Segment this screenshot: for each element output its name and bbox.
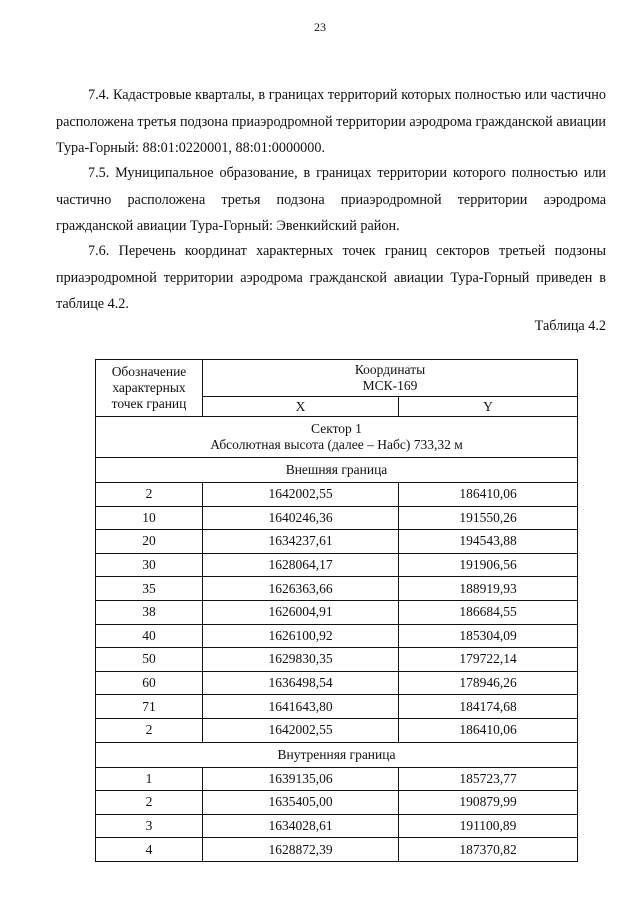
y-coordinate-cell: 194543,88 <box>399 530 578 554</box>
point-number-cell: 2 <box>96 791 203 815</box>
table-row <box>96 791 578 815</box>
point-number-cell: 60 <box>96 671 203 695</box>
coordinates-header <box>203 360 578 397</box>
point-number-cell: 40 <box>96 624 203 648</box>
y-coordinate-cell: 191100,89 <box>399 814 578 838</box>
page-number: 23 <box>314 20 326 34</box>
table-row <box>96 624 578 648</box>
table-row <box>96 767 578 791</box>
x-coordinate-cell: 1629830,35 <box>203 648 399 672</box>
x-coordinate-cell: 1636498,54 <box>203 671 399 695</box>
x-coordinate-cell: 1642002,55 <box>203 483 399 507</box>
outer-boundary-label: Внешняя граница <box>96 458 578 483</box>
x-coordinate-cell: 1635405,00 <box>203 791 399 815</box>
table-row <box>96 814 578 838</box>
y-coordinate-cell: 188919,93 <box>399 577 578 601</box>
point-number-cell: 1 <box>96 767 203 791</box>
table-row <box>96 553 578 577</box>
x-coordinate-cell: 1626004,91 <box>203 600 399 624</box>
x-column-header: X <box>203 397 399 417</box>
x-coordinate-cell: 1628872,39 <box>203 838 399 862</box>
y-coordinate-cell: 178946,26 <box>399 671 578 695</box>
sector-title: Сектор 1 <box>311 421 362 436</box>
point-number-cell: 4 <box>96 838 203 862</box>
x-coordinate-cell: 1626363,66 <box>203 577 399 601</box>
point-number-cell: 10 <box>96 506 203 530</box>
table-caption: Таблица 4.2 <box>534 318 606 334</box>
point-number-cell: 38 <box>96 600 203 624</box>
paragraph-cadastral-quarters: 7.4. Кадастровые кварталы, в границах территорий которых полностью или частично расположена третья подзона приаэродромной территории аэродрома гражданской авиации Тура-Горный: 88:01:0220001, 88:01:0000000. <box>56 87 606 156</box>
sector-header <box>96 417 578 458</box>
point-number-cell: 71 <box>96 695 203 719</box>
y-coordinate-cell: 187370,82 <box>399 838 578 862</box>
y-coordinate-cell: 191550,26 <box>399 506 578 530</box>
point-number-cell: 50 <box>96 648 203 672</box>
sector-height: Абсолютная высота (далее – Набс) 733,32 м <box>210 437 463 452</box>
y-column-header: Y <box>399 397 578 417</box>
x-coordinate-cell: 1634237,61 <box>203 530 399 554</box>
x-coordinate-cell: 1640246,36 <box>203 506 399 530</box>
y-coordinate-cell: 186410,06 <box>399 483 578 507</box>
point-number-cell: 30 <box>96 553 203 577</box>
table-row <box>96 600 578 624</box>
point-header-line: Обозначение <box>111 364 187 379</box>
table-row <box>96 577 578 601</box>
point-number-cell: 2 <box>96 483 203 507</box>
table-row <box>96 483 578 507</box>
point-number-cell: 3 <box>96 814 203 838</box>
y-coordinate-cell: 185723,77 <box>399 767 578 791</box>
inner-boundary-label: Внутренняя граница <box>96 742 578 767</box>
coords-header-line: МСК-169 <box>362 378 418 393</box>
y-coordinate-cell: 186410,06 <box>399 718 578 742</box>
table-row <box>96 671 578 695</box>
table-row <box>96 648 578 672</box>
table-row <box>96 718 578 742</box>
point-designation-header <box>96 360 203 417</box>
y-coordinate-cell: 185304,09 <box>399 624 578 648</box>
table-row <box>96 838 578 862</box>
y-coordinate-cell: 190879,99 <box>399 791 578 815</box>
table-row <box>96 530 578 554</box>
coordinates-table <box>95 359 578 862</box>
paragraph-coordinates-list: 7.6. Перечень координат характерных точек границ секторов третьей подзоны приаэродромной территории аэродрома гражданской авиации Тура-Горный приведен в таблице 4.2. <box>56 243 606 312</box>
table-row <box>96 506 578 530</box>
paragraph-municipality: 7.5. Муниципальное образование, в границах территории которого полностью или частично расположена третья подзона приаэродромной территории аэродрома гражданской авиации Тура-Горный: Эвенкийский район. <box>56 165 606 234</box>
point-header-line: точек границ <box>111 396 187 411</box>
point-number-cell: 35 <box>96 577 203 601</box>
y-coordinate-cell: 186684,55 <box>399 600 578 624</box>
table-row <box>96 695 578 719</box>
x-coordinate-cell: 1634028,61 <box>203 814 399 838</box>
y-coordinate-cell: 191906,56 <box>399 553 578 577</box>
point-header-line: характерных <box>112 380 186 395</box>
x-coordinate-cell: 1626100,92 <box>203 624 399 648</box>
coords-header-line: Координаты <box>354 362 426 377</box>
x-coordinate-cell: 1639135,06 <box>203 767 399 791</box>
y-coordinate-cell: 184174,68 <box>399 695 578 719</box>
x-coordinate-cell: 1628064,17 <box>203 553 399 577</box>
point-number-cell: 2 <box>96 718 203 742</box>
x-coordinate-cell: 1642002,55 <box>203 718 399 742</box>
y-coordinate-cell: 179722,14 <box>399 648 578 672</box>
point-number-cell: 20 <box>96 530 203 554</box>
x-coordinate-cell: 1641643,80 <box>203 695 399 719</box>
